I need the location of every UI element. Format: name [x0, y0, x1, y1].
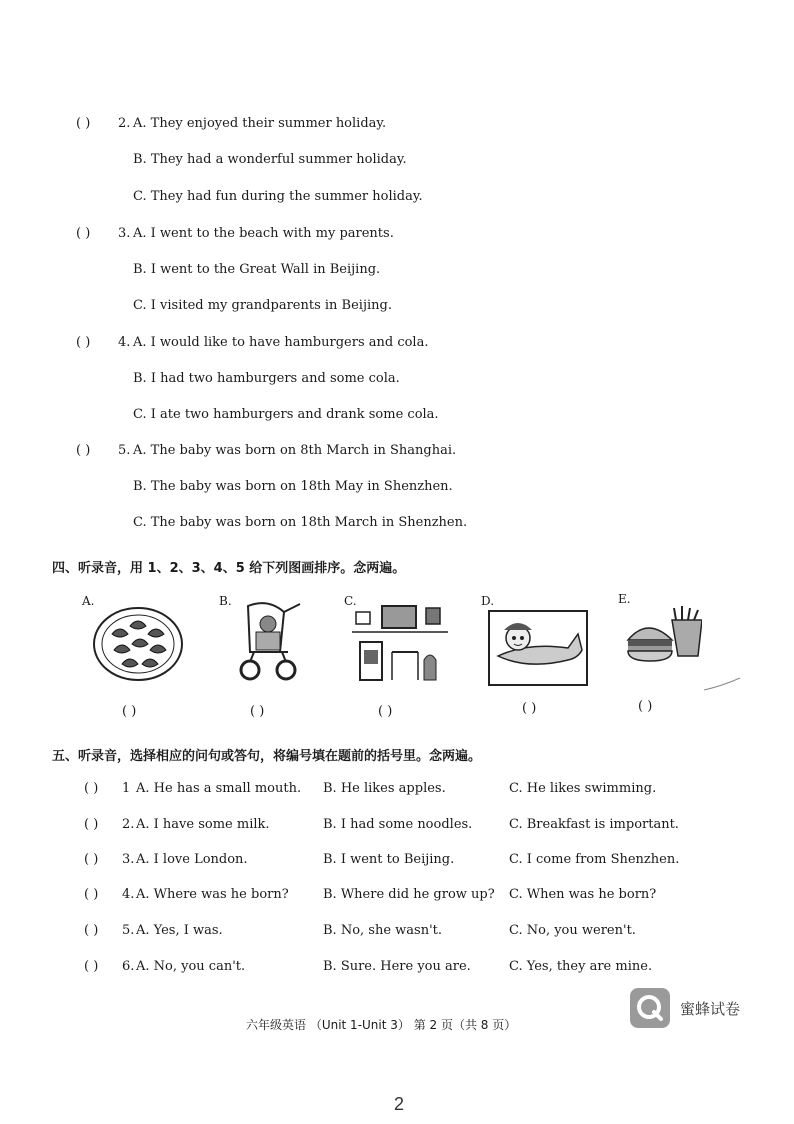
question-number: 1 [122, 781, 131, 796]
picture-label: C. [344, 594, 357, 608]
watermark-text: 蜜蜂试卷 [680, 1000, 741, 1018]
option-b: B. The baby was born on 18th May in Shenzhen. [133, 479, 453, 494]
page-footer: 六年级英语 （Unit 1-Unit 3） 第 2 页（共 8 页） [246, 1018, 517, 1032]
q-logo-icon [630, 988, 670, 1028]
option-b: B. Where did he grow up? [323, 887, 495, 902]
answer-paren[interactable]: ( ) [84, 887, 99, 902]
option-c: C. The baby was born on 18th March in Shenzhen. [133, 515, 468, 530]
option-b: B. They had a wonderful summer holiday. [133, 152, 407, 167]
option-a: A. The baby was born on 8th March in Shanghai. [133, 443, 457, 458]
option-a: A. I love London. [136, 852, 248, 867]
option-a: A. I have some milk. [136, 817, 270, 832]
option-c: C. He likes swimming. [509, 781, 657, 796]
answer-paren[interactable]: ( ) [76, 116, 91, 131]
answer-paren[interactable]: ( ) [522, 701, 537, 716]
option-a: A. I went to the beach with my parents. [133, 226, 394, 241]
pilot-plane-icon [488, 610, 588, 686]
question-number: 5. [122, 923, 135, 938]
answer-paren[interactable]: ( ) [84, 959, 99, 974]
answer-paren[interactable]: ( ) [378, 704, 393, 719]
picture-label: A. [82, 594, 95, 608]
option-b: B. I went to the Great Wall in Beijing. [133, 262, 381, 277]
section4-title: 四、听录音，用 1、2、3、4、5 给下列图画排序。念两遍。 [52, 561, 406, 576]
question-number: 2. [118, 116, 131, 131]
picture-label: D. [481, 594, 495, 608]
option-c: C. No, you weren't. [509, 923, 636, 938]
answer-paren[interactable]: ( ) [76, 443, 91, 458]
option-c: C. When was he born? [509, 887, 657, 902]
answer-paren[interactable]: ( ) [84, 781, 99, 796]
hamburger-fries-icon [622, 606, 702, 670]
answer-paren[interactable]: ( ) [638, 699, 653, 714]
picture-label: B. [219, 594, 232, 608]
option-a: A. He has a small mouth. [136, 781, 302, 796]
option-c: C. I come from Shenzhen. [509, 852, 680, 867]
question-number: 4. [122, 887, 135, 902]
option-a: A. They enjoyed their summer holiday. [133, 116, 387, 131]
option-c: C. I ate two hamburgers and drank some cola. [133, 407, 439, 422]
answer-paren[interactable]: ( ) [84, 923, 99, 938]
dumplings-plate-icon [92, 604, 184, 684]
section5-title: 五、听录音，选择相应的问句或答句，将编号填在题前的括号里。念两遍。 [52, 749, 482, 764]
question-number: 3. [122, 852, 135, 867]
option-c: C. I visited my grandparents in Beijing. [133, 298, 392, 313]
option-b: B. No, she wasn't. [323, 923, 443, 938]
option-c: C. Breakfast is important. [509, 817, 679, 832]
option-a: A. No, you can't. [136, 959, 246, 974]
page-number: 2 [394, 1094, 405, 1114]
option-b: B. I went to Beijing. [323, 852, 455, 867]
answer-paren[interactable]: ( ) [76, 226, 91, 241]
answer-paren[interactable]: ( ) [84, 852, 99, 867]
baby-stroller-icon [228, 598, 308, 684]
question-number: 6. [122, 959, 135, 974]
answer-paren[interactable]: ( ) [76, 335, 91, 350]
question-number: 3. [118, 226, 131, 241]
option-c: C. They had fun during the summer holiday. [133, 189, 423, 204]
answer-paren[interactable]: ( ) [250, 704, 265, 719]
option-a: A. I would like to have hamburgers and cola. [133, 335, 429, 350]
answer-paren[interactable]: ( ) [122, 704, 137, 719]
option-b: B. I had some noodles. [323, 817, 473, 832]
museum-icon [352, 602, 448, 686]
pencil-mark [702, 676, 742, 692]
question-number: 4. [118, 335, 131, 350]
option-a: A. Where was he born? [136, 887, 289, 902]
option-b: B. I had two hamburgers and some cola. [133, 371, 400, 386]
option-c: C. Yes, they are mine. [509, 959, 653, 974]
option-b: B. Sure. Here you are. [323, 959, 471, 974]
option-a: A. Yes, I was. [136, 923, 223, 938]
question-number: 5. [118, 443, 131, 458]
answer-paren[interactable]: ( ) [84, 817, 99, 832]
option-b: B. He likes apples. [323, 781, 446, 796]
picture-label: E. [618, 592, 631, 606]
question-number: 2. [122, 817, 135, 832]
